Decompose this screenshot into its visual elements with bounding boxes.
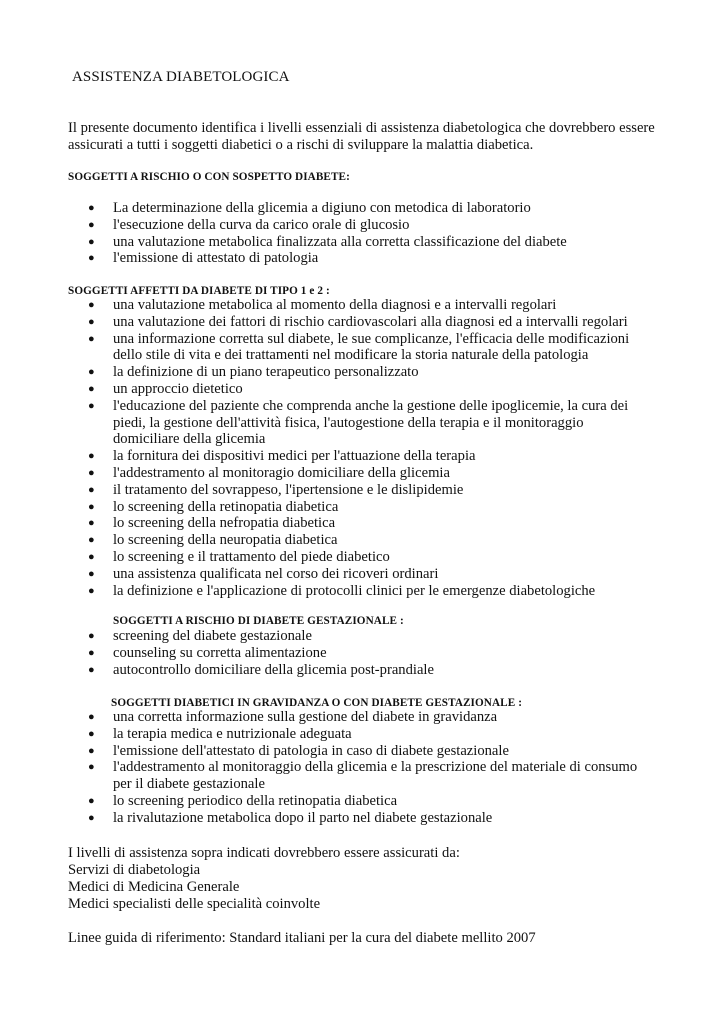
list-item: ● lo screening periodico della retinopatia diabetica xyxy=(88,793,648,810)
providers-block xyxy=(68,845,668,913)
section-list-gestational-risk xyxy=(88,628,648,678)
section-heading-pregnancy: SOGGETTI DIABETICI IN GRAVIDANZA O CON DIABETE GESTAZIONALE : xyxy=(111,697,523,709)
list-item: ● il tratamento del sovrappeso, l'ipertensione e le dislipidemie xyxy=(88,482,648,499)
provider-item: Medici di Medicina Generale xyxy=(68,879,240,895)
list-item: ● lo screening della retinopatia diabetica xyxy=(88,499,648,516)
list-item: ● una informazione corretta sul diabete, le sue complicanze, l'efficacia delle modificazioni dello stile di vita e dei trattamenti nel modificare la storia naturale della patologia xyxy=(88,331,648,365)
list-item: ● una valutazione metabolica al momento della diagnosi e a intervalli regolari xyxy=(88,297,648,314)
list-item: ● autocontrollo domiciliare della glicemia post-prandiale xyxy=(88,662,648,679)
list-item: ● l'emissione dell'attestato di patologia in caso di diabete gestazionale xyxy=(88,743,648,760)
list-item: ● l'educazione del paziente che comprenda anche la gestione delle ipoglicemie, la cura dei piedi, la gestione dell'attività fisica, l'autogestione della terapia e il monitoraggio domiciliare della glicemia xyxy=(88,398,648,448)
section-heading-gestational-risk: SOGGETTI A RISCHIO DI DIABETE GESTAZIONALE : xyxy=(113,615,404,627)
section-heading-type12: SOGGETTI AFFETTI DA DIABETE DI TIPO 1 e 2 : xyxy=(68,285,330,297)
section-list-type12 xyxy=(88,297,648,599)
list-item: ● un approccio dietetico xyxy=(88,381,648,398)
list-item: ● la rivalutazione metabolica dopo il parto nel diabete gestazionale xyxy=(88,810,648,827)
list-item: ● l'esecuzione della curva da carico orale di glucosio xyxy=(88,217,648,234)
list-item: ● una valutazione dei fattori di rischio cardiovascolari alla diagnosi ed a intervalli regolari xyxy=(88,314,648,331)
list-item: ● la definizione e l'applicazione di protocolli clinici per le emergenze diabetologiche xyxy=(88,583,648,600)
section-list-risk xyxy=(88,200,648,267)
list-item: ● counseling su corretta alimentazione xyxy=(88,645,648,662)
list-item: ● la fornitura dei dispositivi medici per l'attuazione della terapia xyxy=(88,448,648,465)
list-item: ● una assistenza qualificata nel corso dei ricoveri ordinari xyxy=(88,566,648,583)
list-item: ● lo screening della nefropatia diabetica xyxy=(88,515,648,532)
document-title: ASSISTENZA DIABETOLOGICA xyxy=(72,69,290,85)
reference-line: Linee guida di riferimento: Standard italiani per la cura del diabete mellito 2007 xyxy=(68,930,536,946)
provider-item: Servizi di diabetologia xyxy=(68,862,201,878)
list-item: ● screening del diabete gestazionale xyxy=(88,628,648,645)
provider-item: Medici specialisti delle specialità coinvolte xyxy=(68,896,321,912)
list-item: ● una valutazione metabolica finalizzata alla corretta classificazione del diabete xyxy=(88,234,648,251)
list-item: ● la definizione di un piano terapeutico personalizzato xyxy=(88,364,648,381)
list-item: ● l'addestramento al monitoragio domiciliare della glicemia xyxy=(88,465,648,482)
list-item: ● La determinazione della glicemia a digiuno con metodica di laboratorio xyxy=(88,200,648,217)
list-item: ● la terapia medica e nutrizionale adeguata xyxy=(88,726,648,743)
list-item: ● l'emissione di attestato di patologia xyxy=(88,250,648,267)
list-item: ● l'addestramento al monitoraggio della glicemia e la prescrizione del materiale di consumo per il diabete gestazionale xyxy=(88,759,648,793)
list-item: ● una corretta informazione sulla gestione del diabete in gravidanza xyxy=(88,709,648,726)
section-heading-risk: SOGGETTI A RISCHIO O CON SOSPETTO DIABETE: xyxy=(68,171,350,183)
list-item: ● lo screening e il trattamento del piede diabetico xyxy=(88,549,648,566)
section-list-pregnancy xyxy=(88,709,648,827)
providers-intro: I livelli di assistenza sopra indicati dovrebbero essere assicurati da: xyxy=(68,845,460,861)
intro-paragraph: Il presente documento identifica i livelli essenziali di assistenza diabetologica che dovrebbero essere assicurati a tutti i soggetti diabetici o a rischi di sviluppare la malattia diabetica. xyxy=(68,120,655,153)
list-item: ● lo screening della neuropatia diabetica xyxy=(88,532,648,549)
